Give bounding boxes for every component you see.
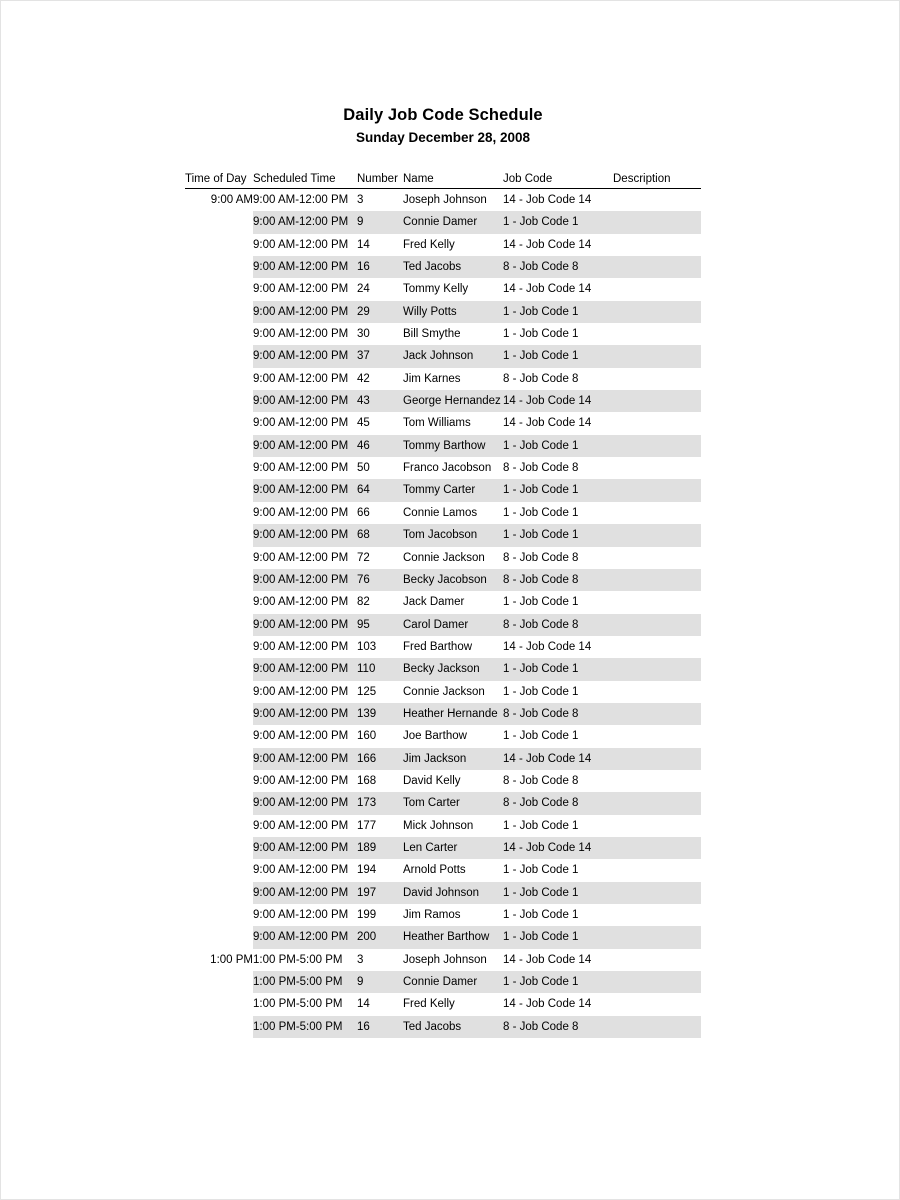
table-row [185, 971, 701, 993]
cell-name: Tommy Barthow [403, 435, 503, 457]
cell-job-code: 1 - Job Code 1 [503, 819, 579, 832]
cell-time-of-day [185, 725, 253, 747]
cell-name: Fred Kelly [403, 998, 455, 1011]
cell-scheduled-time: 9:00 AM-12:00 PM [253, 524, 357, 546]
cell-number: 194 [357, 864, 377, 877]
cell-time-of-day [185, 368, 253, 390]
cell-time-of-day [185, 703, 253, 725]
cell-name: Joseph Johnson [403, 194, 487, 206]
cell-scheduled-time: 9:00 AM-12:00 PM [253, 685, 349, 698]
cell-job-code: 1 - Job Code 1 [503, 328, 579, 341]
page-subtitle: Sunday December 28, 2008 [355, 130, 531, 145]
cell-name: Ted Jacobs [403, 256, 503, 278]
cell-name: Tom Carter [403, 792, 503, 814]
cell-time-of-day [185, 524, 253, 546]
cell-description [613, 904, 701, 926]
cell-number: 189 [357, 837, 403, 859]
cell-time-of-day [185, 301, 253, 323]
cell-name: Willy Potts [403, 301, 503, 323]
cell-job-code: 8 - Job Code 8 [503, 462, 579, 475]
cell-description [613, 703, 701, 725]
cell-job-code: 8 - Job Code 8 [503, 703, 613, 725]
column-header-job-code: Job Code [503, 173, 613, 189]
cell-number: 16 [357, 256, 403, 278]
cell-description [613, 725, 701, 747]
cell-number: 166 [357, 748, 403, 770]
cell-number: 46 [357, 435, 403, 457]
cell-job-code: 1 - Job Code 1 [503, 345, 613, 367]
cell-scheduled-time: 9:00 AM-12:00 PM [253, 837, 357, 859]
table-row [185, 301, 701, 323]
cell-time-of-day [185, 815, 253, 837]
cell-job-code: 1 - Job Code 1 [503, 211, 613, 233]
cell-time-of-day [185, 971, 253, 993]
cell-name: Heather Barthow [403, 926, 503, 948]
table-row [185, 189, 701, 212]
cell-time-of-day [185, 234, 253, 256]
cell-number: 30 [357, 328, 370, 341]
cell-number: 14 [357, 998, 370, 1011]
cell-number: 125 [357, 685, 377, 698]
table-row [185, 703, 701, 725]
column-header-time-of-day: Time of Day [185, 173, 253, 189]
cell-name: Becky Jackson [403, 658, 503, 680]
cell-time-of-day [185, 591, 253, 613]
table-body [185, 189, 701, 1039]
cell-scheduled-time: 9:00 AM-12:00 PM [253, 596, 349, 609]
column-header-name: Name [403, 173, 503, 189]
cell-number: 95 [357, 614, 403, 636]
table-row [185, 524, 701, 546]
cell-time-of-day [185, 435, 253, 457]
cell-name: Fred Barthow [403, 640, 473, 653]
cell-scheduled-time: 9:00 AM-12:00 PM [253, 882, 357, 904]
cell-number: 68 [357, 524, 403, 546]
report-header [185, 105, 701, 147]
report-body [185, 105, 701, 1038]
column-header-scheduled-time: Scheduled Time [253, 173, 357, 189]
cell-job-code: 1 - Job Code 1 [503, 435, 613, 457]
table-row [185, 435, 701, 457]
cell-job-code: 14 - Job Code 14 [503, 953, 592, 966]
cell-time-of-day [185, 993, 253, 1015]
cell-name: Tommy Carter [403, 479, 503, 501]
cell-description [613, 815, 701, 837]
cell-job-code: 1 - Job Code 1 [503, 909, 579, 921]
cell-job-code: 1 - Job Code 1 [503, 926, 613, 948]
cell-time-of-day [185, 457, 253, 479]
table-row [185, 658, 701, 680]
cell-scheduled-time: 9:00 AM-12:00 PM [253, 614, 357, 636]
cell-time-of-day [185, 256, 253, 278]
cell-job-code: 14 - Job Code 14 [503, 748, 613, 770]
cell-number: 76 [357, 569, 403, 591]
cell-description [613, 614, 701, 636]
cell-job-code: 1 - Job Code 1 [503, 971, 613, 993]
cell-time-of-day [185, 547, 253, 569]
cell-number: 29 [357, 301, 403, 323]
cell-description [613, 859, 701, 881]
cell-number: 177 [357, 819, 377, 832]
table-row [185, 882, 701, 904]
cell-job-code: 8 - Job Code 8 [503, 1016, 613, 1038]
cell-number: 64 [357, 479, 403, 501]
cell-name: Tommy Kelly [403, 283, 469, 296]
cell-description [613, 211, 701, 233]
cell-scheduled-time: 9:00 AM-12:00 PM [253, 819, 349, 832]
cell-time-of-day [185, 278, 253, 300]
table-row [185, 457, 701, 479]
cell-name: George Hernandez [403, 390, 503, 412]
cell-name: Len Carter [403, 837, 503, 859]
cell-number: 45 [357, 417, 370, 430]
cell-scheduled-time: 9:00 AM-12:00 PM [253, 390, 357, 412]
cell-scheduled-time: 9:00 AM-12:00 PM [253, 301, 357, 323]
cell-description [613, 457, 701, 479]
cell-description [613, 658, 701, 680]
cell-number: 37 [357, 345, 403, 367]
cell-job-code: 8 - Job Code 8 [503, 569, 613, 591]
table-row [185, 323, 701, 345]
cell-job-code: 1 - Job Code 1 [503, 506, 579, 519]
table-header [185, 173, 701, 189]
cell-job-code: 14 - Job Code 14 [503, 238, 592, 251]
table-row [185, 256, 701, 278]
cell-description [613, 234, 701, 256]
cell-scheduled-time: 9:00 AM-12:00 PM [253, 640, 349, 653]
cell-name: Bill Smythe [403, 328, 461, 341]
cell-name: Connie Damer [403, 971, 503, 993]
table-row [185, 569, 701, 591]
cell-number: 50 [357, 462, 370, 475]
cell-description [613, 390, 701, 412]
cell-job-code: 14 - Job Code 14 [503, 640, 592, 653]
cell-job-code: 14 - Job Code 14 [503, 998, 592, 1011]
cell-number: 9 [357, 211, 403, 233]
table-row [185, 949, 701, 971]
cell-scheduled-time: 9:00 AM-12:00 PM [253, 194, 349, 206]
table-row [185, 390, 701, 412]
cell-description [613, 681, 701, 703]
cell-name: Franco Jacobson [403, 462, 492, 475]
cell-description [613, 748, 701, 770]
cell-description [613, 636, 701, 658]
cell-scheduled-time: 9:00 AM-12:00 PM [253, 462, 349, 475]
cell-name: Jim Ramos [403, 909, 461, 921]
table-row [185, 993, 701, 1015]
cell-name: Connie Jackson [403, 685, 485, 698]
cell-number: 160 [357, 730, 377, 743]
cell-number: 197 [357, 882, 403, 904]
table-row [185, 1016, 701, 1038]
cell-scheduled-time: 1:00 PM-5:00 PM [253, 998, 343, 1011]
cell-scheduled-time: 9:00 AM-12:00 PM [253, 372, 349, 385]
cell-job-code: 1 - Job Code 1 [503, 882, 613, 904]
table-row [185, 748, 701, 770]
cell-job-code: 1 - Job Code 1 [503, 479, 613, 501]
cell-job-code: 14 - Job Code 14 [503, 837, 613, 859]
cell-number: 3 [357, 194, 364, 206]
schedule-table [185, 173, 701, 1038]
cell-time-of-day [185, 614, 253, 636]
table-row [185, 859, 701, 881]
cell-time-of-day [185, 748, 253, 770]
cell-job-code: 1 - Job Code 1 [503, 864, 579, 877]
table-row [185, 368, 701, 390]
cell-time-of-day [185, 837, 253, 859]
cell-number: 16 [357, 1016, 403, 1038]
column-header-description: Description [613, 173, 701, 189]
cell-description [613, 1016, 701, 1038]
cell-time-of-day [185, 412, 253, 434]
cell-scheduled-time: 9:00 AM-12:00 PM [253, 435, 357, 457]
cell-scheduled-time: 9:00 AM-12:00 PM [253, 551, 349, 564]
table-row [185, 725, 701, 747]
cell-job-code: 1 - Job Code 1 [503, 596, 579, 609]
cell-number: 168 [357, 774, 377, 787]
cell-description [613, 971, 701, 993]
table-header-row [185, 173, 701, 189]
cell-name: David Kelly [403, 774, 461, 787]
cell-name: Joseph Johnson [403, 953, 487, 966]
cell-job-code: 8 - Job Code 8 [503, 774, 579, 787]
cell-number: 9 [357, 971, 403, 993]
cell-description [613, 323, 701, 345]
table-row [185, 636, 701, 658]
cell-time-of-day [185, 859, 253, 881]
column-header-number: Number [357, 173, 403, 189]
cell-job-code: 14 - Job Code 14 [503, 194, 592, 206]
cell-description [613, 993, 701, 1015]
cell-time-of-day [185, 345, 253, 367]
cell-time-of-day [185, 904, 253, 926]
cell-scheduled-time: 1:00 PM-5:00 PM [253, 971, 357, 993]
cell-description [613, 882, 701, 904]
cell-number: 3 [357, 953, 364, 966]
cell-scheduled-time: 9:00 AM-12:00 PM [253, 703, 357, 725]
cell-name: Arnold Potts [403, 864, 466, 877]
cell-scheduled-time: 9:00 AM-12:00 PM [253, 748, 357, 770]
cell-scheduled-time: 9:00 AM-12:00 PM [253, 569, 357, 591]
cell-number: 66 [357, 506, 370, 519]
cell-name: Fred Kelly [403, 238, 455, 251]
cell-time-of-day [185, 926, 253, 948]
cell-description [613, 502, 701, 524]
cell-description [613, 770, 701, 792]
cell-job-code: 14 - Job Code 14 [503, 390, 613, 412]
cell-time-of-day [185, 882, 253, 904]
table-row [185, 502, 701, 524]
cell-name: Jack Johnson [403, 345, 503, 367]
cell-scheduled-time: 9:00 AM-12:00 PM [253, 774, 349, 787]
cell-time-of-day: 9:00 AM [185, 189, 253, 212]
table-row [185, 837, 701, 859]
cell-number: 103 [357, 640, 377, 653]
cell-time-of-day [185, 479, 253, 501]
cell-name: David Johnson [403, 882, 503, 904]
cell-name: Jack Damer [403, 596, 465, 609]
cell-description [613, 837, 701, 859]
cell-scheduled-time: 9:00 AM-12:00 PM [253, 211, 357, 233]
cell-job-code: 1 - Job Code 1 [503, 658, 613, 680]
cell-name: Joe Barthow [403, 730, 467, 743]
cell-scheduled-time: 9:00 AM-12:00 PM [253, 658, 357, 680]
cell-scheduled-time: 9:00 AM-12:00 PM [253, 417, 349, 430]
cell-description [613, 524, 701, 546]
cell-number: 199 [357, 909, 377, 921]
cell-job-code: 1 - Job Code 1 [503, 301, 613, 323]
cell-scheduled-time: 9:00 AM-12:00 PM [253, 479, 357, 501]
cell-job-code: 1 - Job Code 1 [503, 685, 579, 698]
cell-name: Ted Jacobs [403, 1016, 503, 1038]
cell-scheduled-time: 1:00 PM-5:00 PM [253, 953, 343, 966]
cell-description [613, 569, 701, 591]
cell-scheduled-time: 9:00 AM-12:00 PM [253, 926, 357, 948]
cell-time-of-day [185, 1016, 253, 1038]
table-row [185, 278, 701, 300]
cell-number: 173 [357, 792, 403, 814]
cell-name: Tom Williams [403, 417, 471, 430]
cell-name: Connie Damer [403, 211, 503, 233]
table-row [185, 591, 701, 613]
cell-time-of-day [185, 211, 253, 233]
cell-number: 200 [357, 926, 403, 948]
table-row [185, 815, 701, 837]
cell-description [613, 479, 701, 501]
cell-scheduled-time: 9:00 AM-12:00 PM [253, 345, 357, 367]
table-row [185, 904, 701, 926]
cell-job-code: 8 - Job Code 8 [503, 614, 613, 636]
cell-job-code: 8 - Job Code 8 [503, 372, 579, 385]
cell-description [613, 792, 701, 814]
cell-description [613, 301, 701, 323]
cell-number: 14 [357, 238, 370, 251]
cell-time-of-day [185, 792, 253, 814]
cell-name: Connie Lamos [403, 506, 478, 519]
table-row [185, 792, 701, 814]
cell-name: Mick Johnson [403, 819, 474, 832]
cell-time-of-day: 1:00 PM [185, 949, 253, 971]
cell-name: Carol Damer [403, 614, 503, 636]
cell-number: 43 [357, 390, 403, 412]
cell-number: 42 [357, 372, 370, 385]
cell-description [613, 189, 701, 212]
cell-time-of-day [185, 569, 253, 591]
cell-number: 139 [357, 703, 403, 725]
cell-scheduled-time: 1:00 PM-5:00 PM [253, 1016, 357, 1038]
cell-description [613, 926, 701, 948]
cell-name: Becky Jacobson [403, 569, 503, 591]
cell-job-code: 1 - Job Code 1 [503, 730, 579, 743]
cell-description [613, 256, 701, 278]
table-row [185, 479, 701, 501]
cell-description [613, 949, 701, 971]
cell-description [613, 412, 701, 434]
cell-name: Jim Jackson [403, 748, 503, 770]
cell-time-of-day [185, 502, 253, 524]
cell-scheduled-time: 9:00 AM-12:00 PM [253, 730, 349, 743]
table-row [185, 345, 701, 367]
table-row [185, 412, 701, 434]
cell-name: Connie Jackson [403, 551, 485, 564]
page-title: Daily Job Code Schedule [343, 106, 543, 124]
table-row [185, 614, 701, 636]
cell-description [613, 547, 701, 569]
cell-scheduled-time: 9:00 AM-12:00 PM [253, 238, 349, 251]
cell-scheduled-time: 9:00 AM-12:00 PM [253, 328, 349, 341]
cell-job-code: 8 - Job Code 8 [503, 792, 613, 814]
cell-description [613, 591, 701, 613]
table-row [185, 547, 701, 569]
cell-number: 24 [357, 283, 370, 296]
table-row [185, 211, 701, 233]
cell-description [613, 345, 701, 367]
cell-scheduled-time: 9:00 AM-12:00 PM [253, 256, 357, 278]
cell-description [613, 435, 701, 457]
cell-name: Heather Hernande [403, 703, 503, 725]
cell-job-code: 14 - Job Code 14 [503, 283, 592, 296]
cell-number: 110 [357, 658, 403, 680]
cell-time-of-day [185, 770, 253, 792]
cell-job-code: 14 - Job Code 14 [503, 417, 592, 430]
cell-name: Jim Karnes [403, 372, 461, 385]
cell-description [613, 368, 701, 390]
cell-scheduled-time: 9:00 AM-12:00 PM [253, 283, 349, 296]
cell-description [613, 278, 701, 300]
table-row [185, 681, 701, 703]
table-row [185, 234, 701, 256]
cell-time-of-day [185, 323, 253, 345]
table-row [185, 770, 701, 792]
cell-job-code: 1 - Job Code 1 [503, 524, 613, 546]
cell-job-code: 8 - Job Code 8 [503, 551, 579, 564]
cell-number: 72 [357, 551, 370, 564]
cell-scheduled-time: 9:00 AM-12:00 PM [253, 909, 349, 921]
cell-time-of-day [185, 390, 253, 412]
cell-name: Tom Jacobson [403, 524, 503, 546]
cell-time-of-day [185, 681, 253, 703]
cell-scheduled-time: 9:00 AM-12:00 PM [253, 506, 349, 519]
cell-time-of-day [185, 636, 253, 658]
cell-scheduled-time: 9:00 AM-12:00 PM [253, 792, 357, 814]
cell-number: 82 [357, 596, 370, 609]
cell-time-of-day [185, 658, 253, 680]
cell-scheduled-time: 9:00 AM-12:00 PM [253, 864, 349, 877]
cell-job-code: 8 - Job Code 8 [503, 256, 613, 278]
table-row [185, 926, 701, 948]
